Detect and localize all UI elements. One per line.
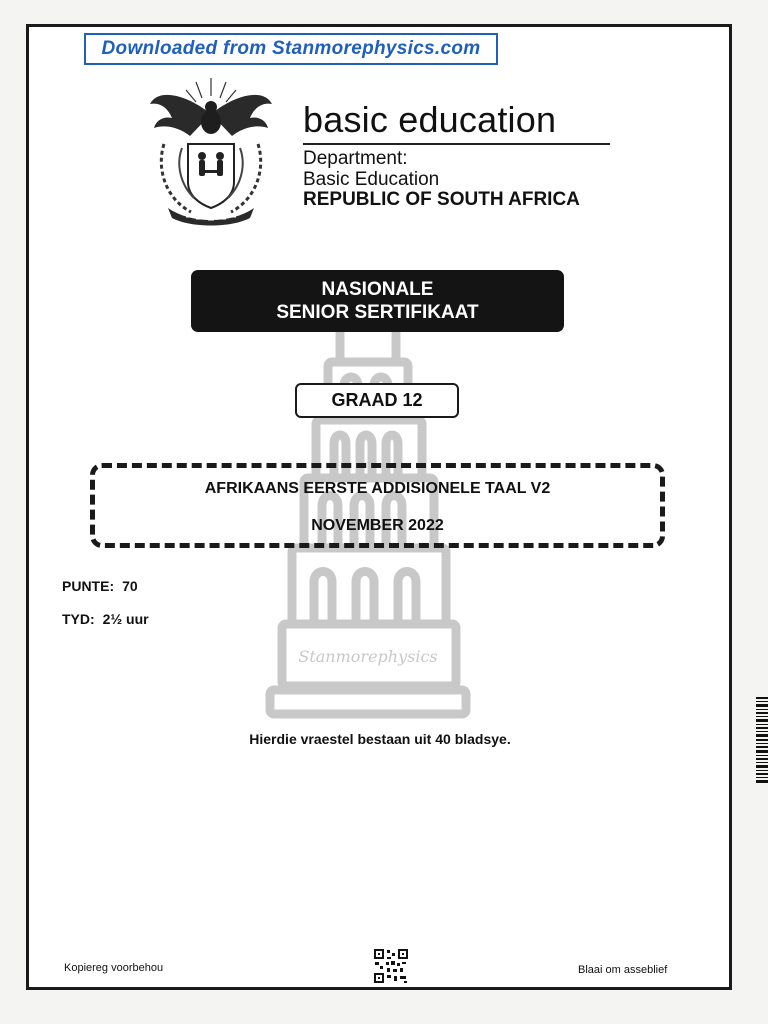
marks-label: PUNTE:: [62, 578, 115, 594]
department-name: Basic Education: [303, 169, 440, 190]
time-row: [62, 611, 149, 627]
grade-badge: [295, 383, 459, 418]
marks-row: [62, 578, 138, 594]
watermark-text: Stanmorephysics: [298, 647, 438, 666]
brand-title: basic education: [303, 99, 557, 140]
page-count-note: Hierdie vraestel bestaan uit 40 bladsye.: [249, 731, 511, 747]
copyright-notice: Kopiereg voorbehou: [64, 962, 164, 974]
republic-name: REPUBLIC OF SOUTH AFRICA: [303, 189, 580, 210]
turn-over-notice: Blaai om asseblief: [578, 964, 668, 976]
banner-text: Downloaded from Stanmorephysics.com: [101, 38, 481, 59]
certificate-line1: NASIONALE: [321, 279, 434, 300]
time-label: TYD:: [62, 611, 95, 627]
department-label: Department:: [303, 148, 408, 169]
grade-label: GRAAD 12: [331, 390, 423, 410]
certificate-banner: [191, 270, 564, 332]
subject-frame: [90, 463, 665, 548]
barcode-icon: [756, 697, 768, 785]
coat-of-arms-logo: [146, 74, 276, 226]
qr-code-icon: [373, 948, 409, 984]
marks-value: 70: [122, 578, 138, 594]
exam-session: NOVEMBER 2022: [311, 517, 444, 534]
download-source-banner[interactable]: [84, 33, 498, 65]
certificate-line2: SENIOR SERTIFIKAAT: [276, 302, 479, 323]
brand-underline: [303, 143, 610, 145]
time-value: 2½ uur: [102, 611, 149, 627]
subject-title: AFRIKAANS EERSTE ADDISIONELE TAAL V2: [204, 480, 551, 497]
